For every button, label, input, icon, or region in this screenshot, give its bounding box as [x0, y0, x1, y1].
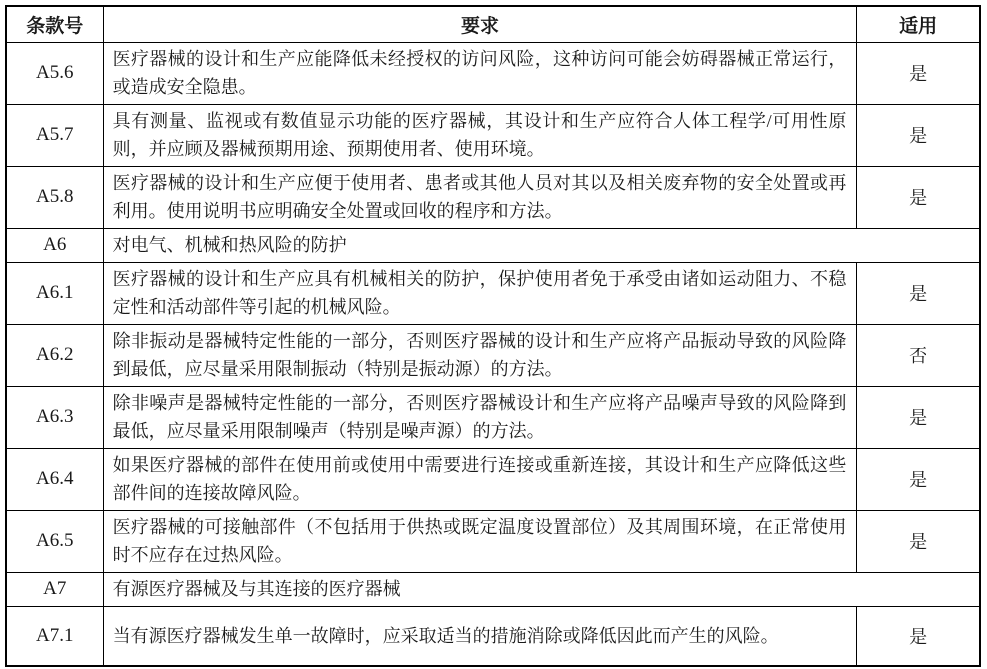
table-row-a5-6 [6, 42, 980, 104]
applicable-cell: 是 [857, 166, 980, 228]
compliance-table [5, 5, 981, 667]
applicable-cell: 是 [857, 42, 980, 104]
clause-cell: A6.4 [6, 448, 103, 510]
requirement-cell: 医疗器械的可接触部件（不包括用于供热或既定温度设置部位）及其周围环境，在正常使用时不应存在过热风险。 [103, 510, 857, 572]
requirement-cell: 医疗器械的设计和生产应能降低未经授权的访问风险，这种访问可能会妨碍器械正常运行，或造成安全隐患。 [103, 42, 857, 104]
table-row-a6-2 [6, 324, 980, 386]
section-title-cell: 有源医疗器械及与其连接的医疗器械 [103, 572, 980, 606]
clause-cell: A7.1 [6, 606, 103, 666]
col-header-clause-number: 条款号 [6, 6, 103, 42]
applicable-cell: 是 [857, 104, 980, 166]
applicable-cell: 是 [857, 262, 980, 324]
col-header-requirement: 要求 [103, 6, 857, 42]
clause-cell: A5.7 [6, 104, 103, 166]
table-row-a7-1 [6, 606, 980, 666]
table-row-a6-5 [6, 510, 980, 572]
clause-cell: A6.5 [6, 510, 103, 572]
clause-cell: A5.8 [6, 166, 103, 228]
applicable-cell: 是 [857, 606, 980, 666]
clause-cell: A6.2 [6, 324, 103, 386]
table-row-a6-3 [6, 386, 980, 448]
clause-cell: A6 [6, 228, 103, 262]
requirement-cell: 除非振动是器械特定性能的一部分，否则医疗器械的设计和生产应将产品振动导致的风险降到最低，应尽量采用限制振动（特别是振动源）的方法。 [103, 324, 857, 386]
requirement-cell: 医疗器械的设计和生产应便于使用者、患者或其他人员对其以及相关废弃物的安全处置或再利用。使用说明书应明确安全处置或回收的程序和方法。 [103, 166, 857, 228]
table-row-a6-4 [6, 448, 980, 510]
applicable-cell: 是 [857, 448, 980, 510]
requirement-cell: 具有测量、监视或有数值显示功能的医疗器械，其设计和生产应符合人体工程学/可用性原则，并应顾及器械预期用途、预期使用者、使用环境。 [103, 104, 857, 166]
col-header-applicable: 适用 [857, 6, 980, 42]
section-title-cell: 对电气、机械和热风险的防护 [103, 228, 980, 262]
requirement-cell: 如果医疗器械的部件在使用前或使用中需要进行连接或重新连接，其设计和生产应降低这些部件间的连接故障风险。 [103, 448, 857, 510]
requirement-cell: 除非噪声是器械特定性能的一部分，否则医疗器械设计和生产应将产品噪声导致的风险降到最低，应尽量采用限制噪声（特别是噪声源）的方法。 [103, 386, 857, 448]
applicable-cell: 否 [857, 324, 980, 386]
section-row-a6 [6, 228, 980, 262]
table-row-a5-7 [6, 104, 980, 166]
header-row [6, 6, 980, 42]
clause-cell: A7 [6, 572, 103, 606]
applicable-cell: 是 [857, 386, 980, 448]
table-row-a6-1 [6, 262, 980, 324]
applicable-cell: 是 [857, 510, 980, 572]
requirement-cell: 医疗器械的设计和生产应具有机械相关的防护，保护使用者免于承受由诸如运动阻力、不稳定性和活动部件等引起的机械风险。 [103, 262, 857, 324]
section-row-a7 [6, 572, 980, 606]
requirement-cell: 当有源医疗器械发生单一故障时，应采取适当的措施消除或降低因此而产生的风险。 [103, 606, 857, 666]
clause-cell: A6.1 [6, 262, 103, 324]
table-row-a5-8 [6, 166, 980, 228]
clause-cell: A6.3 [6, 386, 103, 448]
clause-cell: A5.6 [6, 42, 103, 104]
